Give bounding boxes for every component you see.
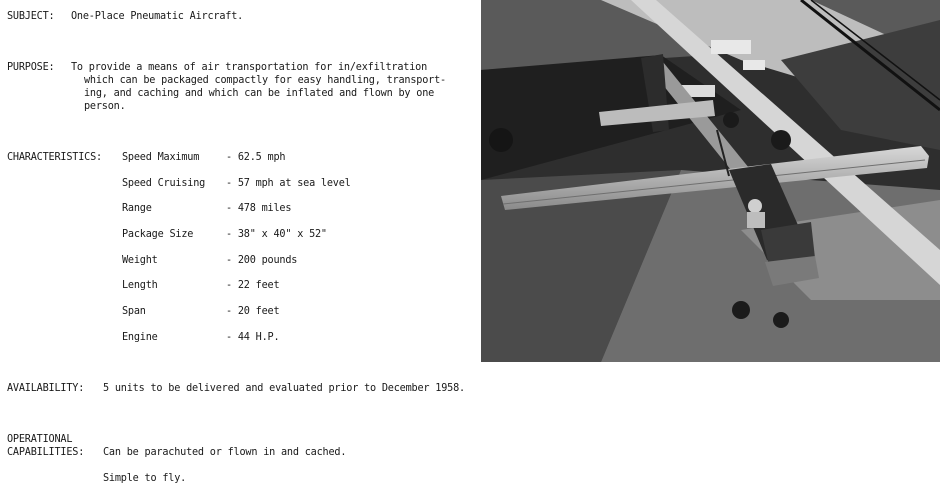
operational-label-line2: CAPABILITIES: <box>7 447 85 458</box>
char-name-engine: Engine <box>122 332 158 343</box>
availability-value: 5 units to be delivered and evaluated prior to December 1958. <box>103 383 465 394</box>
operational-label-line1: OPERATIONAL <box>7 434 73 445</box>
purpose-line-4: person. <box>84 101 126 112</box>
char-value-package-size: - 38" x 40" x 52" <box>226 229 327 240</box>
subject-label: SUBJECT: <box>7 11 55 22</box>
char-name-weight: Weight <box>122 255 158 266</box>
aircraft-photo-illustration <box>481 0 940 362</box>
char-name-speed-max: Speed Maximum <box>122 152 200 163</box>
subject-value: One-Place Pneumatic Aircraft. <box>71 11 244 22</box>
purpose-label: PURPOSE: <box>7 62 55 73</box>
char-value-span: - 20 feet <box>226 306 280 317</box>
char-value-range: - 478 miles <box>226 203 292 214</box>
char-value-speed-cruising: - 57 mph at sea level <box>226 178 351 189</box>
purpose-line-2: which can be packaged compactly for easy handling, transport- <box>84 75 446 86</box>
operational-line-2: Simple to fly. <box>103 473 187 484</box>
char-value-weight: - 200 pounds <box>226 255 298 266</box>
char-value-engine: - 44 H.P. <box>226 332 280 343</box>
availability-label: AVAILABILITY: <box>7 383 85 394</box>
char-name-span: Span <box>122 306 146 317</box>
purpose-line-1: To provide a means of air transportation for in/exfiltration <box>71 62 428 73</box>
char-value-length: - 22 feet <box>226 280 280 291</box>
char-name-package-size: Package Size <box>122 229 194 240</box>
operational-line-1: Can be parachuted or flown in and cached. <box>103 447 347 458</box>
aircraft-photo <box>481 0 940 362</box>
purpose-line-3: ing, and caching and which can be inflated and flown by one <box>84 88 435 99</box>
char-name-speed-cruising: Speed Cruising <box>122 178 206 189</box>
char-value-speed-max: - 62.5 mph <box>226 152 286 163</box>
char-name-length: Length <box>122 280 158 291</box>
characteristics-label: CHARACTERISTICS: <box>7 152 102 163</box>
char-name-range: Range <box>122 203 152 214</box>
